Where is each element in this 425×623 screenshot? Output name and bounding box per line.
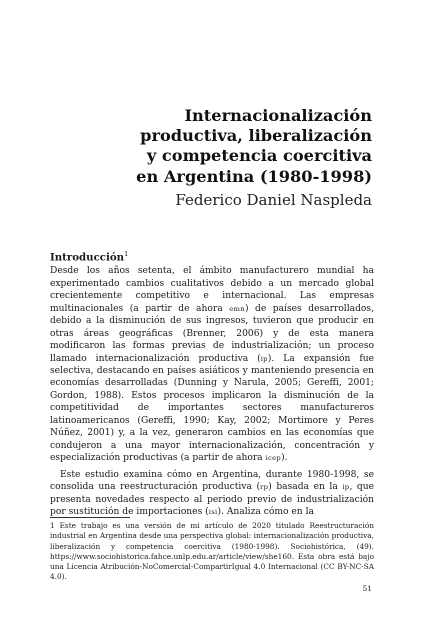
p1-text-3: ). La expansión fue selectiva, destacando en países asiáticos y manteniendo presencia en economías desarrolladas (Dunning y Narula, 2005; Gereffi, 2001; Gordon, 1988). Estos procesos implicaron la disminución de la competitividad de importantes sectores manufactureros latinoamericanos (Gereffi, 1990; Kay, 2002; Mortimore y Peres Núñez, 2001) y, a la vez, generaron cambios en las economías que condujeron a una mayor internacionalización, concentración y especialización productivas (a partir de ahora (50, 353, 374, 464)
p1-text-4: ). (281, 453, 288, 464)
p2-text-1: Este estudio examina cómo en Argentina, durante 1980-1998, se consolida una reestructuración productiva ( (50, 469, 374, 493)
paragraph-1 (50, 265, 374, 464)
abbr-emn: emn (229, 304, 245, 313)
p1-text-1: Desde los años setenta, el ámbito manufacturero mundial ha experimentado cambios cualitativos debido a un mercado global crecientemente competitivo e internacional. Las empresas multinacionales (a partir de ahora (50, 266, 374, 314)
title-block (52, 106, 372, 210)
footnote-marker[interactable]: 1 (124, 250, 129, 258)
chapter-title (52, 106, 372, 187)
section-heading-text: Introducción (50, 251, 125, 264)
section-heading (50, 247, 374, 264)
abbr-ip-2: ip (342, 483, 350, 492)
title-line-2: productiva, liberalización (140, 126, 372, 146)
abbr-rp: rp (260, 483, 269, 492)
p2-text-2: ) basada en la (268, 482, 343, 493)
page-number: 51 (362, 584, 372, 593)
abbr-isi: isi (208, 508, 218, 516)
title-line-1: Internacionalización (184, 106, 372, 125)
paragraph-2 (50, 469, 374, 519)
body-column (50, 247, 374, 518)
p2-text-3: , que presenta novedades respecto al periodo previo de industrialización por sustitución de importaciones ( (50, 482, 375, 517)
footnote-text: 1 Este trabajo es una versión de mi artículo de 2020 titulado Reestructuración industrial en Argentina desde una perspectiva global: internacionalización productiva, liberalización y competencia coercitiva (1980-1998). Sociohistórica, (49). https://www.sociohistorica.fahce.unlp.edu.ar/article/view/she160. Esta obra está bajo una Licencia Atribución-NoComercial-CompartirIgual 4.0 Internacional (CC BY-NC-SA 4.0). (50, 521, 374, 582)
title-line-3: y competencia coercitiva (146, 146, 372, 166)
abbr-ip: ip (260, 354, 268, 363)
abbr-icep: icep (265, 454, 282, 463)
author-name: Federico Daniel Naspleda (175, 190, 372, 209)
title-line-4: en Argentina (1980-1998) (136, 166, 372, 186)
footnote-divider (50, 517, 130, 518)
p1-text-2: ) de países desarrollados, debido a la disminución de sus ingresos, tuvieron que producir en otras áreas geográficas (Brenner, 2006) y de esta manera modificaron las formas previas de industrialización; un proceso llamado internacionalización productiva ( (50, 303, 375, 364)
p2-text-4: ). Analiza cómo en la (217, 507, 314, 517)
